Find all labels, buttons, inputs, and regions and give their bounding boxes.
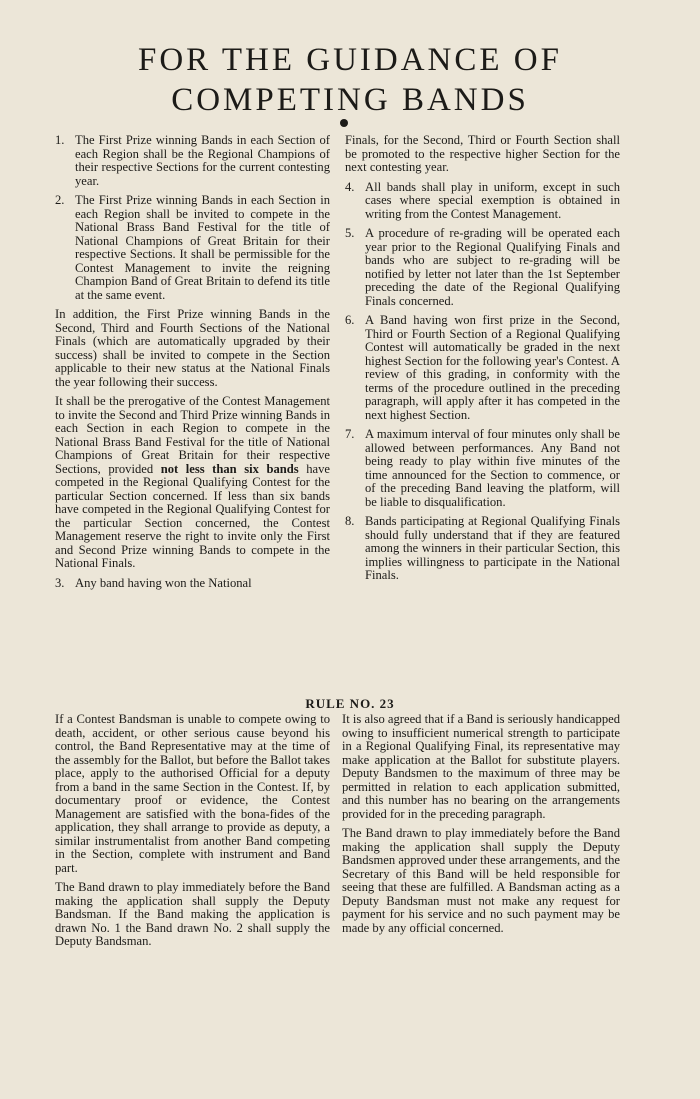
item-text: Any band having won the National [75, 575, 252, 590]
item-2-paragraph-2: In addition, the First Prize winning Bands in the Second, Third and Fourth Sections of the National Finals (which are automatically upgraded by their success) shall be invited to compete in the Section applicable to their new status at the National Finals the year following their success. [55, 307, 330, 389]
guidance-item-1 [55, 134, 330, 188]
item-number: 2. [55, 193, 65, 207]
guidance-item-6 [345, 314, 620, 422]
title-line-2: COMPETING BANDS [171, 82, 529, 118]
rule-paragraph-4: The Band drawn to play immediately before the Band making the application shall supply the Deputy Bandsmen approved under these arrangements, and the Secretary of this Band will be held responsible for seeing that these are fulfilled. A Bandsman acting as a Deputy Bandsman must not make any request for payment for his service and no such payment may be made by any official concerned. [342, 826, 621, 935]
rule-paragraph-2: The Band drawn to play immediately before the Band making the application shall supply the Deputy Bandsman. If the Band making the application is drawn No. 1 the Band drawn No. 2 shall supply the Deputy Bandsman. [55, 880, 330, 948]
item-number: 5. [345, 226, 355, 240]
item-number: 1. [55, 133, 65, 147]
item-2-paragraph-3 [55, 395, 330, 571]
item-number: 4. [345, 179, 355, 194]
item-text: A procedure of re-grading will be operated each year prior to the Regional Qualifying Finals and bands who are subject to re-grading will be notified by letter not later than the 1st September preceding the date of the Regional Qualifying Finals concerned. [365, 226, 620, 308]
rule-paragraph-3: It is also agreed that if a Band is seriously handicapped owing to insufficient numerical strength to participate in a Regional Qualifying Final, its representative may make application at the Ballot for substitute players. Deputy Bandsmen to the maximum of three may be permitted in relation to each application submitted, and this number has no bearing on the arrangements provided for in the preceding paragraph. [342, 712, 620, 821]
guidance-column-right [345, 134, 620, 589]
guidance-item-2 [55, 194, 330, 302]
item-text: The First Prize winning Bands in each Section in each Region shall be invited to compete in the National Brass Band Festival for the title of National Champions of Great Britain for their respective Sections. It shall be permissible for the Contest Management to invite the reigning Champion Band of Great Britain to defend its title at the same event. [75, 193, 330, 302]
item-3-continued: Finals, for the Second, Third or Fourth Section shall be promoted to the respective higher Section for the next contesting year. [345, 133, 620, 174]
guidance-column-left [55, 134, 330, 596]
rule-paragraph-1: If a Contest Bandsman is unable to compete owing to death, accident, or other serious cause beyond his control, the Band Representative may at the time of the assembly for the Ballot, but before the Ballot takes place, apply to the authorised Official for a deputy from a band in the same Section in the Contest. If, by documentary proof or evidence, the Contest Management are satisfied with the bona-fides of the application, they shall arrange to provide as deputy, a similar instrumentalist from another Band competing in the Section, complete with instrument and Band part. [55, 712, 330, 875]
rule-column-right [342, 713, 620, 941]
item-number: 6. [345, 313, 355, 327]
item-text: Bands participating at Regional Qualifying Finals should fully understand that if they are featured among the winners in their particular Section, this implies willingness to participate in the National Finals. [365, 514, 620, 582]
item-number: 8. [345, 514, 355, 528]
guidance-item-5 [345, 227, 620, 308]
guidance-item-4 [345, 181, 620, 222]
item-text: A Band having won first prize in the Second, Third or Fourth Section of a Regional Qualifying Contest will automatically be graded in the next highest Section for the following year's Contest. A review of this grading, in conformity with the terms of the procedure outlined in the preceding paragraph, will apply after it has competed in the next highest Section. [365, 313, 620, 422]
item-number: 7. [345, 427, 355, 441]
item-number: 3. [55, 575, 65, 590]
page-title [0, 40, 700, 120]
guidance-item-7 [345, 428, 620, 509]
rule-column-left [55, 713, 330, 955]
title-line-1: FOR THE GUIDANCE OF [138, 42, 562, 78]
paragraph-text: It shall be the prerogative of the Contest Management to invite the Second and Third Prize winning Bands in each Section in each Region to compete in the National Brass Band Festival for the title of National Champions of Great Britain for their respective Sections, provided [55, 394, 330, 476]
paragraph-text: have competed in the Regional Qualifying Contest for the particular Section concerned. If less than six bands have competed in the Regional Qualifying Contest for the particular Section concerned, the Contest Management reserve the right to invite only the First and Second Prize winning Bands to compete in the National Finals. [55, 461, 330, 570]
item-text: A maximum interval of four minutes only shall be allowed between performances. Any Band not being ready to play within five minutes of the time announced for the Section to commence, or of the preceding Band leaving the platform, will be liable to disqualification. [365, 427, 620, 509]
bullet-ornament [340, 119, 348, 127]
item-text: The First Prize winning Bands in each Section of each Region shall be the Regional Champions of their respective Sections for the current contesting year. [75, 133, 330, 188]
guidance-item-3 [55, 577, 330, 591]
guidance-item-8 [345, 515, 620, 583]
bold-emphasis: not less than six bands [160, 461, 299, 476]
item-text: All bands shall play in uniform, except in such cases where special exemption is obtained in writing from the Contest Management. [365, 179, 620, 221]
rule-heading: RULE NO. 23 [305, 696, 395, 711]
